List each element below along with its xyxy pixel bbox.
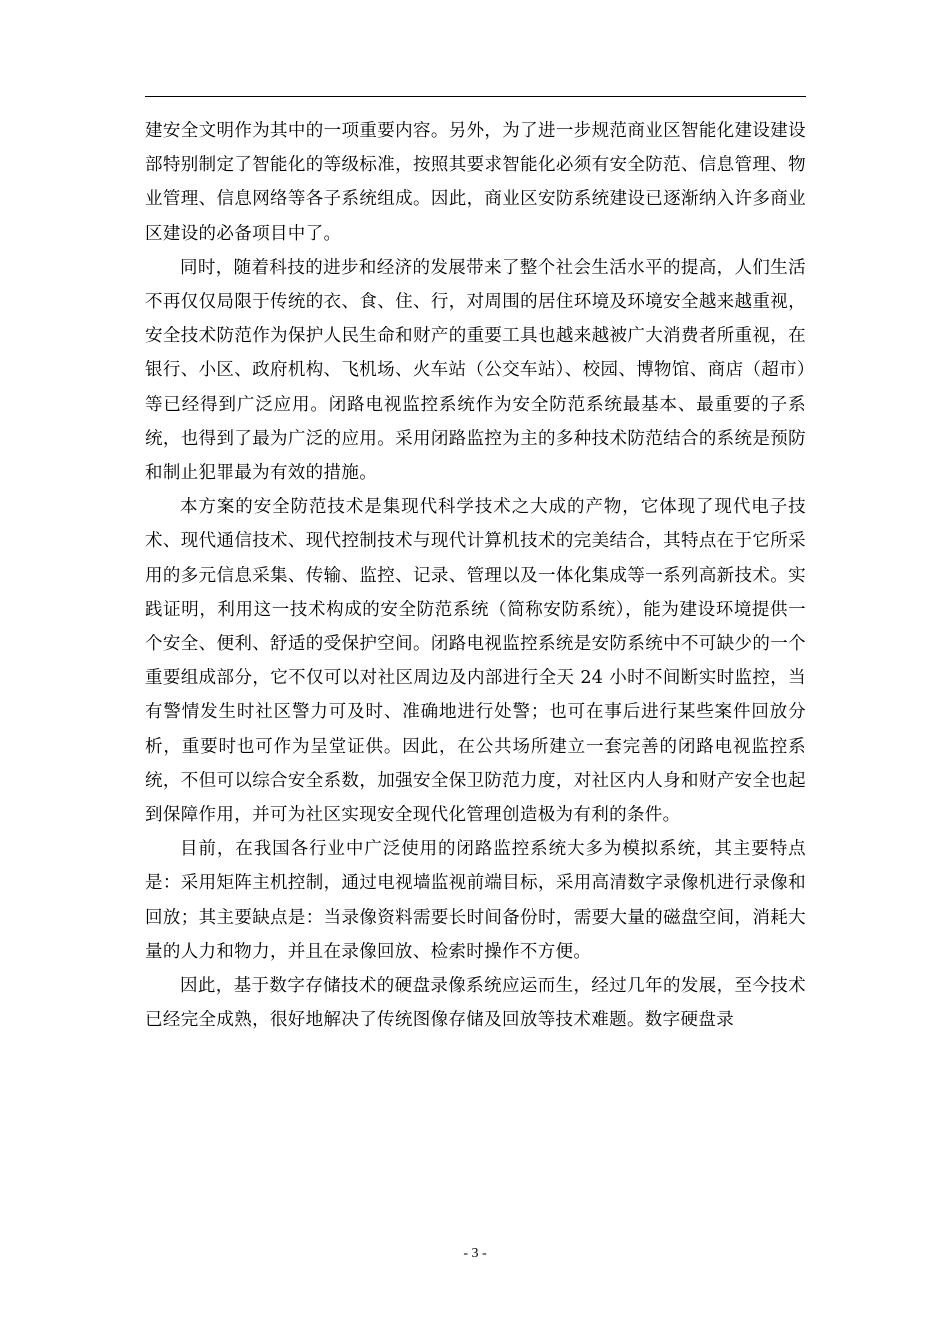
paragraph-2: 同时，随着科技的进步和经济的发展带来了整个社会生活水平的提高，人们生活不再仅仅局限于传统的衣、食、住、行，对周围的居住环境及环境安全越来越重视，安全技术防范作为保护人民生命和财产的重要工具也越来越被广大消费者所重视，在银行、小区、政府机构、飞机场、火车站（公交车站）、校园、博物馆、商店（超市）等已经得到广泛应用。闭路电视监控系统作为安全防范系统最基本、最重要的子系统，也得到了最为广泛的应用。采用闭路监控为主的多种技术防范结合的系统是预防和制止犯罪最为有效的措施。	[145, 257, 806, 484]
paragraph-5: 因此，基于数字存储技术的硬盘录像系统应运而生，经过几年的发展，至今技术已经完全成熟，很好地解决了传统图像存储及回放等技术难题。数字硬盘录	[145, 976, 806, 1031]
paragraph-3: 本方案的安全防范技术是集现代科学技术之大成的产物，它体现了现代电子技术、现代通信技术、现代控制技术与现代计算机技术的完美结合，其特点在于它所采用的多元信息采集、传输、监控、记录、管理以及一体化集成等一系列高新技术。实践证明，利用这一技术构成的安全防范系统（简称安防系统），能为建设环境提供一个安全、便利、舒适的受保护空间。闭路电视监控系统是安防系统中不可缺少的一个重要组成部分，它不仅可以对社区周边及内部进行全天 24 小时不间断实时监控，当有警情发生时社区警力可及时、准确地进行处警；也可在事后进行某些案件回放分析，重要时也可作为呈堂证供。因此，在公共场所建立一套完善的闭路电视监控系统，不但可以综合安全系数，加强安全保卫防范力度，对社区内人身和财产安全也起到保障作用，并可为社区实现安全现代化管理创造极为有利的条件。	[145, 497, 806, 826]
paragraph-1: 建安全文明作为其中的一项重要内容。另外，为了进一步规范商业区智能化建设建设部特别制定了智能化的等级标准，按照其要求智能化必须有安全防范、信息管理、物业管理、信息网络等各子系统组成。因此，商业区安防系统建设已逐渐纳入许多商业区建设的必备项目中了。	[145, 121, 806, 244]
paragraph-4: 目前，在我国各行业中广泛使用的闭路监控系统大多为模拟系统，其主要特点是：采用矩阵主机控制，通过电视墙监视前端目标，采用高清数字录像机进行录像和回放；其主要缺点是：当录像资料需要长时间备份时，需要大量的磁盘空间，消耗大量的人力和物力，并且在录像回放、检索时操作不方便。	[145, 839, 806, 962]
header-rule	[145, 96, 806, 97]
document-body	[145, 114, 806, 1037]
page-number: - 3 -	[463, 1246, 487, 1261]
